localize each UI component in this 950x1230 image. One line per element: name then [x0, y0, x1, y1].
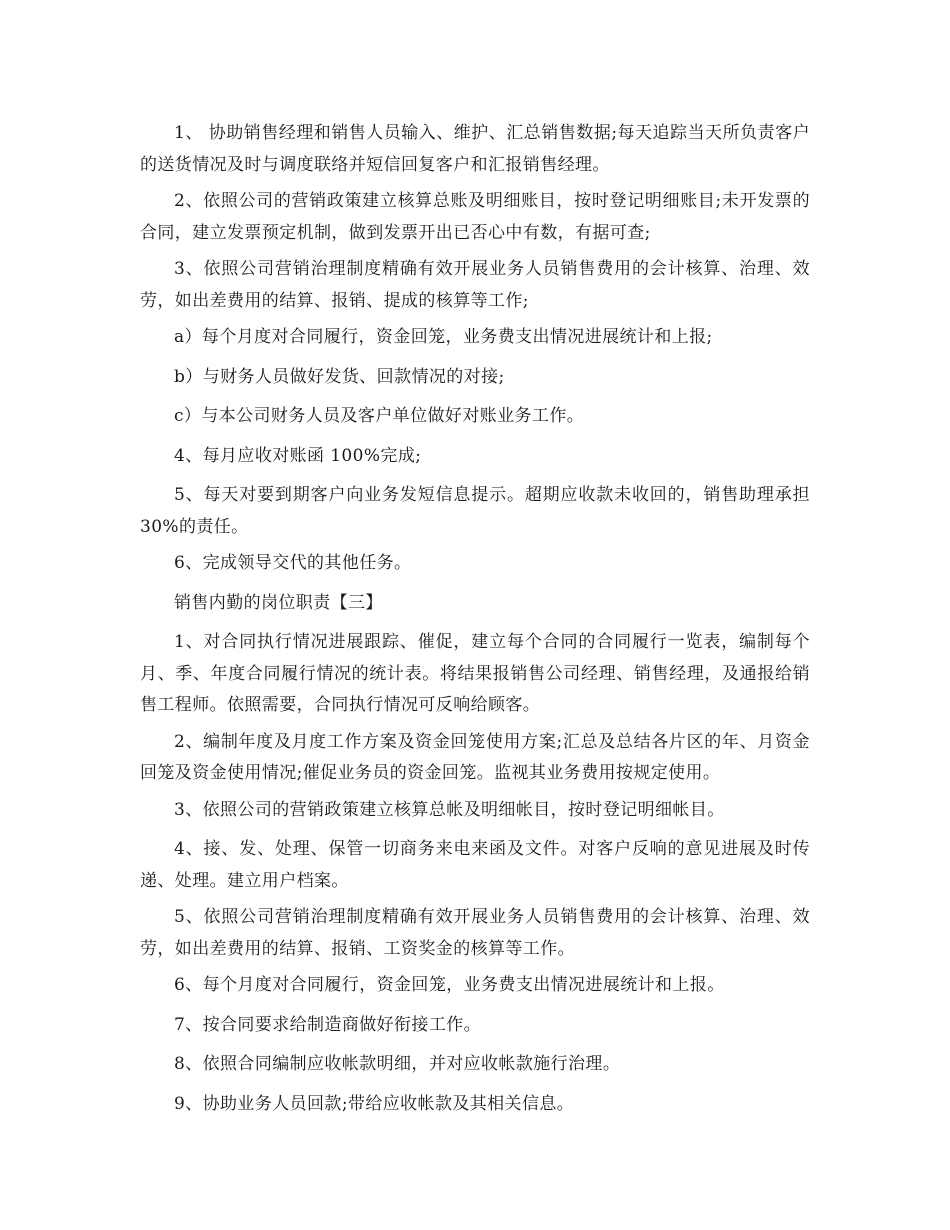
paragraph-5: 5、每天对要到期客户向业务发短信息提示。超期应收款未收回的，销售助理承担 30%的责任。 [140, 485, 810, 537]
paragraph-3a: a）每个月度对合同履行，资金回笼，业务费支出情况进展统计和上报; [174, 327, 713, 347]
paragraph-3: 3、依照公司营销治理制度精确有效开展业务人员销售费用的会计核算、治理、效劳，如出差费用的结算、报销、提成的核算等工作; [140, 259, 810, 311]
paragraph-6: 6、完成领导交代的其他任务。 [174, 553, 412, 573]
paragraph-s3-7: 7、按合同要求给制造商做好衔接工作。 [174, 1014, 482, 1035]
paragraph-s3-4: 4、接、发、处理、保管一切商务来电来函及文件。对客户反响的意见进展及时传递、处理。建立用户档案。 [140, 839, 810, 891]
paragraph-4: 4、每月应收对账函 100%完成; [174, 445, 422, 466]
paragraph-2: 2、依照公司的营销政策建立核算总账及明细账目，按时登记明细账目;未开发票的合同，建立发票预定机制，做到发票开出已否心中有数，有据可查; [140, 191, 810, 243]
paragraph-3c: c）与本公司财务人员及客户单位做好对账业务工作。 [174, 406, 585, 426]
paragraph-s3-8: 8、依照合同编制应收帐款明细，并对应收帐款施行治理。 [174, 1054, 621, 1074]
paragraph-1: 1、 协助销售经理和销售人员输入、维护、汇总销售数据;每天追踪当天所负责客户的送货情况及时与调度联络并短信回复客户和汇报销售经理。 [140, 123, 810, 175]
document-page [140, 118, 810, 1128]
paragraph-s3-3: 3、依照公司的营销政策建立核算总帐及明细帐目，按时登记明细帐目。 [174, 799, 725, 820]
paragraph-s3-5: 5、依照公司营销治理制度精确有效开展业务人员销售费用的会计核算、治理、效劳，如出差费用的结算、报销、工资奖金的核算等工作。 [140, 907, 810, 959]
paragraph-s3-6: 6、每个月度对合同履行，资金回笼，业务费支出情况进展统计和上报。 [174, 975, 725, 995]
paragraph-s3-1: 1、对合同执行情况进展跟踪、催促，建立每个合同的合同履行一览表，编制每个月、季、年度合同履行情况的统计表。将结果报销售公司经理、销售经理，及通报给销售工程师。依照需要，合同执行情况可反响给顾客。 [140, 632, 810, 715]
paragraph-s3-2: 2、编制年度及月度工作方案及资金回笼使用方案;汇总及总结各片区的年、月资金回笼及资金使用情况;催促业务员的资金回笼。监视其业务费用按规定使用。 [140, 731, 810, 783]
section-heading: 销售内勤的岗位职责【三】 [174, 592, 383, 613]
paragraph-s3-9: 9、协助业务人员回款;带给应收帐款及其相关信息。 [174, 1093, 575, 1114]
paragraph-3b: b）与财务人员做好发货、回款情况的对接; [174, 366, 505, 387]
